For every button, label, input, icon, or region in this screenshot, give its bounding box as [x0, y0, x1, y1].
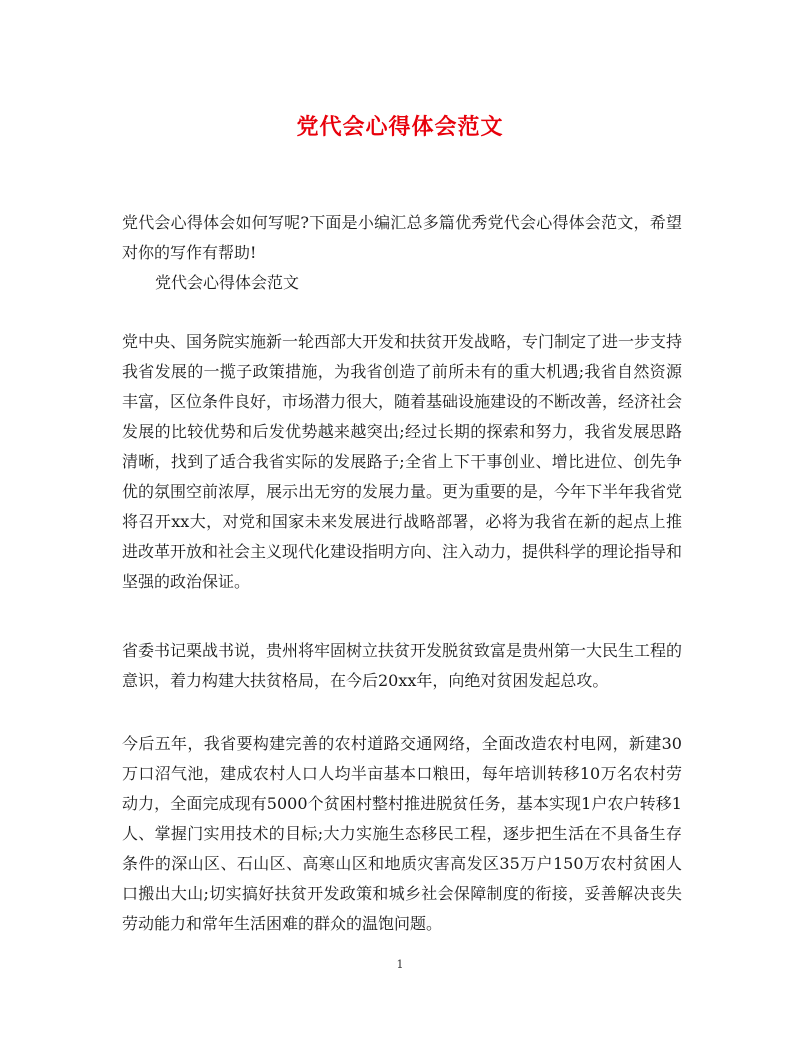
section-subheading: 党代会心得体会范文: [155, 273, 300, 292]
intro-paragraph: 党代会心得体会如何写呢?下面是小编汇总多篇优秀党代会心得体会范文，希望对你的写作有帮助!: [122, 213, 682, 262]
body-paragraph: 党中央、国务院实施新一轮西部大开发和扶贫开发战略，专门制定了进一步支持我省发展的一揽子政策措施，为我省创造了前所未有的重大机遇;我省自然资源丰富，区位条件良好，市场潜力很大，随着基础设施建设的不断改善，经济社会发展的比较优势和后发优势越来越突出;经过长期的探索和努力，我省发展思路清晰，找到了适合我省实际的发展路子;全省上下干事创业、增比进位、创先争优的氛围空前浓厚，展示出无穷的发展力量。更为重要的是，今年下半年我省党将召开xx大，对党和国家未来发展进行战略部署，必将为我省在新的起点上推进改革开放和社会主义现代化建设指明方向、注入动力，提供科学的理论指导和坚强的政治保证。: [122, 332, 683, 591]
page-number: 1: [396, 958, 404, 971]
body-paragraph: 今后五年，我省要构建完善的农村道路交通网络，全面改造农村电网，新建30万口沼气池，建成农村人口人均半亩基本口粮田，每年培训转移10万名农村劳动力，全面完成现有5000个贫困村整村推进脱贫任务，基本实现1户农户转移1人、掌握门实用技术的目标;大力实施生态移民工程，逐步把生活在不具备生存条件的深山区、石山区、高寒山区和地质灾害高发区35万户150万农村贫困人口搬出大山;切实搞好扶贫开发政策和城乡社会保障制度的衔接，妥善解决丧失劳动能力和常年生活困难的群众的温饱问题。: [122, 734, 682, 933]
document-title: 党代会心得体会范文: [296, 114, 504, 140]
body-paragraph: 省委书记栗战书说，贵州将牢固树立扶贫开发脱贫致富是贵州第一大民生工程的意识，着力构建大扶贫格局，在今后20xx年，向绝对贫困发起总攻。: [122, 641, 683, 690]
